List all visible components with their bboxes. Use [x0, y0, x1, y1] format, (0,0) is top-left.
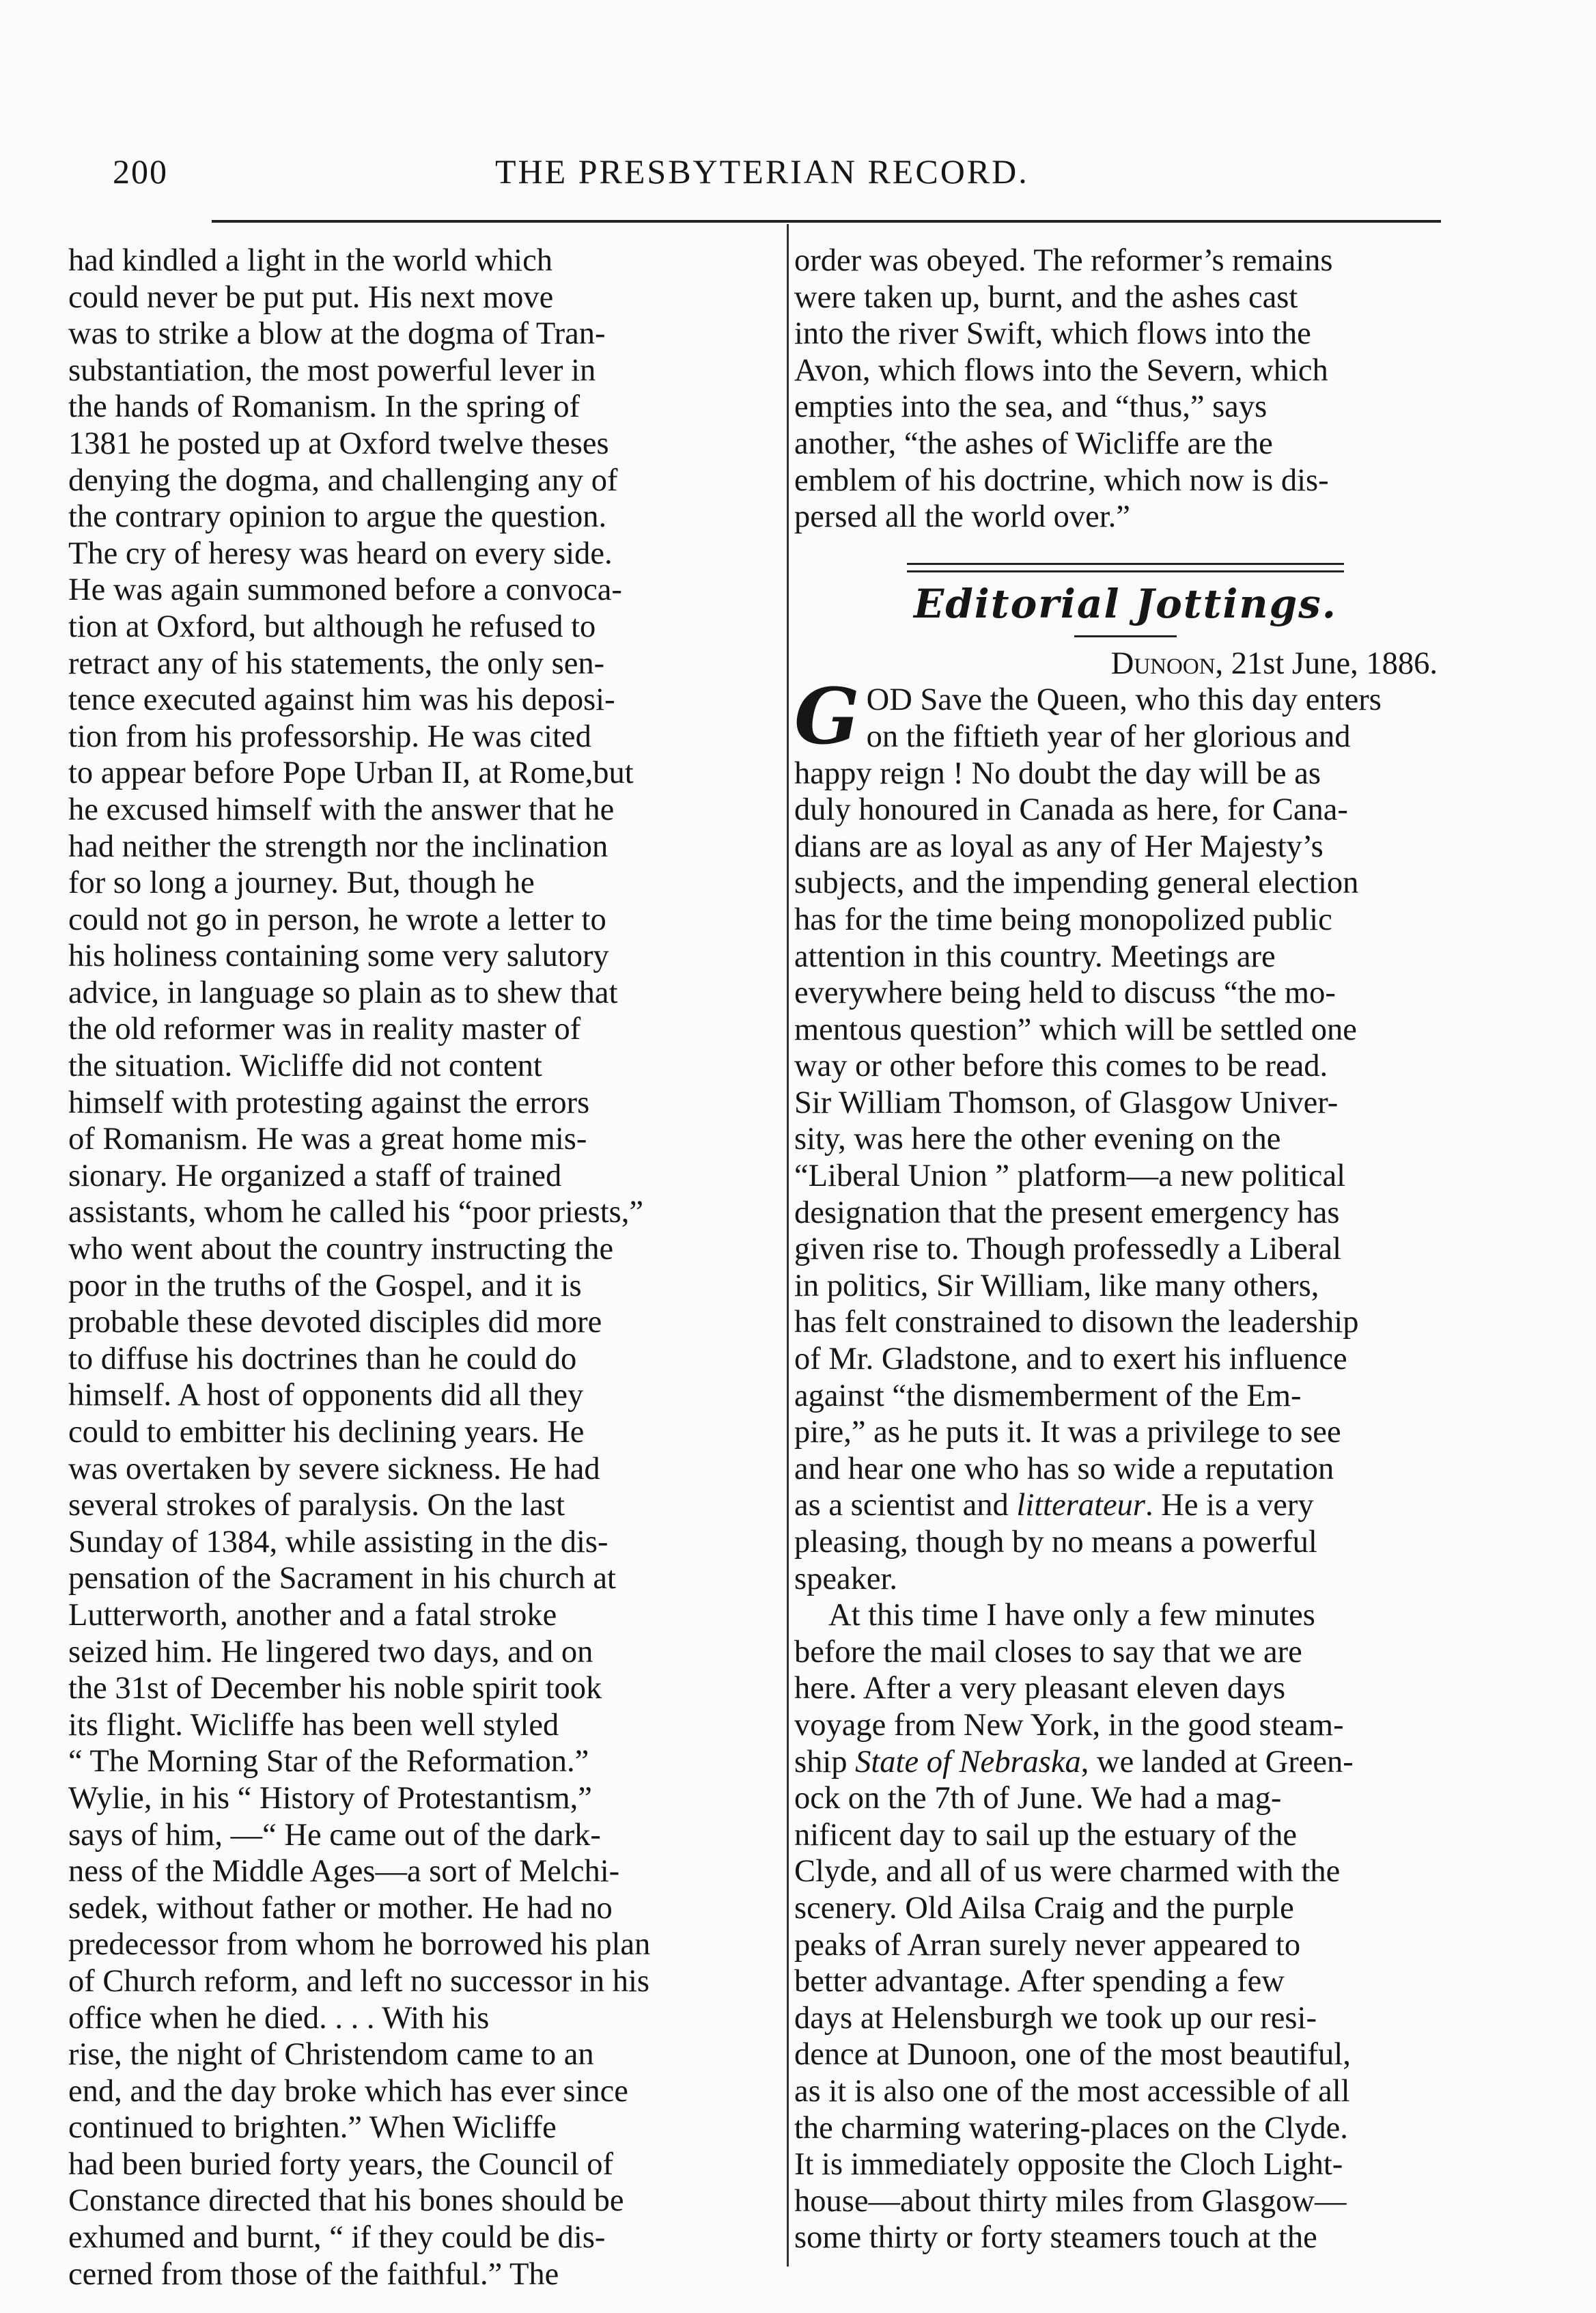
text-line: his holiness containing some very salutory [68, 939, 609, 974]
text-line: several strokes of paralysis. On the last [68, 1488, 565, 1523]
italic-term: litterateur [1016, 1488, 1145, 1523]
text-line: cerned from those of the faithful.” The [68, 2256, 559, 2292]
text-line: in politics, Sir William, like many others, [794, 1268, 1319, 1303]
text-line: order was obeyed. The reformer’s remains [794, 243, 1333, 278]
ship-name: State of Nebraska [855, 1744, 1081, 1779]
text-line: on the fiftieth year of her glorious and [866, 719, 1351, 754]
left-column-text [68, 243, 772, 2293]
text-line: nificent day to sail up the estuary of the [794, 1817, 1298, 1853]
text-line: At this time I have only a few minutes [828, 1598, 1315, 1633]
text-line: Lutterworth, another and a fatal stroke [68, 1597, 557, 1633]
text-line: and hear one who has so wide a reputation [794, 1451, 1334, 1486]
text-line: denying the dogma, and challenging any of [68, 462, 618, 498]
text-line: ness of the Middle Ages—a sort of Melchi- [68, 1854, 620, 1889]
text-line: better advantage. After spending a few [794, 1964, 1285, 1999]
continuation-paragraph [794, 243, 1457, 536]
text-line: mentous question” which will be settled one [794, 1012, 1357, 1047]
text-line: the old reformer was in reality master of [68, 1012, 581, 1047]
text-line: designation that the present emergency has [794, 1195, 1340, 1230]
text-line: rise, the night of Christendom came to an [68, 2037, 594, 2073]
text-line: office when he died. . . . With his [68, 2000, 490, 2036]
dateline-date: , 21st June, 1886. [1215, 646, 1438, 681]
text-line: of Romanism. He was a great home mis- [68, 1122, 587, 1157]
text-line: continued to brighten.” When Wicliffe [68, 2110, 557, 2146]
text-line: ock on the 7th of June. We had a mag- [794, 1781, 1282, 1816]
text-line: its flight. Wicliffe has been well styled [68, 1707, 559, 1743]
text-line: dence at Dunoon, one of the most beautiful, [794, 2037, 1351, 2073]
text-line: some thirty or forty steamers touch at the [794, 2220, 1317, 2256]
text-line: could to embitter his declining years. He [68, 1415, 585, 1450]
text-line: has for the time being monopolized public [794, 902, 1332, 937]
text-line: tion from his professorship. He was cited [68, 719, 591, 754]
text-line: emblem of his doctrine, which now is dis- [794, 462, 1329, 498]
text-line: days at Helensburgh we took up our resi- [794, 2000, 1317, 2036]
text-line: voyage from New York, in the good steam- [794, 1707, 1344, 1743]
text-line [794, 1487, 1457, 1524]
dateline-place: Dunoon [1110, 646, 1216, 681]
text-line [794, 1744, 1457, 1781]
text-line: The cry of heresy was heard on every side. [68, 536, 613, 571]
running-title: THE PRESBYTERIAN RECORD. [495, 152, 1029, 191]
text-line: had been buried forty years, the Council of [68, 2146, 613, 2182]
text-line: peaks of Arran surely never appeared to [794, 1927, 1301, 1963]
text-line: probable these devoted disciples did more [68, 1305, 602, 1340]
text-line: given rise to. Though professedly a Liberal [794, 1232, 1342, 1267]
text-line: persed all the world over.” [794, 499, 1130, 535]
text-line: sity, was here the other evening on the [794, 1122, 1281, 1157]
text-line: end, and the day broke which has ever since [68, 2073, 628, 2109]
text-line: OD Save the Queen, who this day enters [866, 682, 1382, 718]
text-line: says of him, —“ He came out of the dark- [68, 1817, 601, 1853]
left-column [68, 243, 772, 2293]
text-line: Clyde, and all of us were charmed with the [794, 1854, 1341, 1889]
editorial-paragraph-2 [794, 1597, 1457, 2256]
text-line: advice, in language so plain as to shew that [68, 975, 618, 1010]
text-line: he excused himself with the answer that he [68, 792, 615, 827]
text-line: the charming watering-places on the Clyde. [794, 2110, 1348, 2146]
page-number: 200 [113, 152, 168, 191]
text-line: of Church reform, and left no successor in his [68, 1963, 649, 1999]
text-line: tence executed against him was his deposi- [68, 682, 615, 718]
text-line: substantiation, the most powerful lever in [68, 352, 596, 388]
text-fragment: as a scientist and [794, 1488, 1017, 1523]
text-line: as it is also one of the most accessible of all [794, 2073, 1350, 2109]
text-line: the hands of Romanism. In the spring of [68, 389, 580, 425]
text-line: the contrary opinion to argue the question. [68, 499, 607, 535]
text-line: attention in this country. Meetings are [794, 939, 1276, 974]
text-fragment: ship [794, 1744, 856, 1779]
dateline [794, 646, 1457, 682]
text-line: Avon, which flows into the Severn, which [794, 352, 1328, 388]
text-line: “Liberal Union ” platform—a new political [794, 1159, 1346, 1194]
drop-cap: G [794, 672, 860, 762]
text-line: He was again summoned before a convoca- [68, 572, 622, 608]
text-line: pire,” as he puts it. It was a privilege to see [794, 1415, 1341, 1450]
text-line: predecessor from whom he borrowed his plan [68, 1927, 651, 1963]
text-line: tion at Oxford, but although he refused to [68, 609, 596, 644]
text-line: to appear before Pope Urban II, at Rome,but [68, 756, 634, 791]
header-rule [212, 220, 1441, 223]
text-line: could not go in person, he wrote a letter to [68, 902, 606, 937]
text-line: exhumed and burnt, “ if they could be dis- [68, 2220, 606, 2256]
text-line: could never be put put. His next move [68, 279, 554, 315]
text-line: Wylie, in his “ History of Protestantism,” [68, 1780, 592, 1816]
right-column [794, 243, 1457, 2256]
heading-rule [907, 563, 1344, 572]
text-line: duly honoured in Canada as here, for Cana- [794, 792, 1348, 828]
text-line: had neither the strength nor the inclination [68, 829, 608, 864]
text-line: poor in the truths of the Gospel, and it is [68, 1268, 582, 1303]
text-line: empties into the sea, and “thus,” says [794, 389, 1268, 425]
text-line: before the mail closes to say that we are [794, 1634, 1302, 1670]
text-line: Sunday of 1384, while assisting in the dis- [68, 1524, 608, 1560]
text-line: happy reign ! No doubt the day will be as [794, 756, 1321, 791]
text-line: It is immediately opposite the Cloch Light- [794, 2147, 1343, 2183]
text-line: against “the dismemberment of the Em- [794, 1378, 1302, 1413]
text-line: assistants, whom he called his “poor priests,” [68, 1195, 643, 1230]
text-line: was to strike a blow at the dogma of Tran- [68, 316, 606, 352]
text-line: seized him. He lingered two days, and on [68, 1634, 593, 1670]
text-line: retract any of his statements, the only sen- [68, 646, 605, 681]
section-heading: Editorial Jottings. [914, 580, 1337, 627]
text-line: speaker. [794, 1561, 898, 1596]
text-line: sionary. He organized a staff of trained [68, 1158, 562, 1193]
text-line: way or other before this comes to be read. [794, 1049, 1328, 1084]
editorial-paragraph-1 [794, 672, 1457, 1597]
text-line: himself with protesting against the errors [68, 1085, 590, 1120]
column-divider [787, 224, 789, 2267]
text-fragment: . He is a very [1145, 1488, 1314, 1523]
text-line: the 31st of December his noble spirit took [68, 1671, 602, 1706]
text-line: Sir William Thomson, of Glasgow Univer- [794, 1085, 1339, 1120]
page-header [113, 152, 1451, 199]
text-line: to diffuse his doctrines than he could do [68, 1341, 577, 1376]
text-line: “ The Morning Star of the Reformation.” [68, 1744, 589, 1779]
text-line: was overtaken by severe sickness. He had [68, 1451, 600, 1486]
text-line: everywhere being held to discuss “the mo- [794, 975, 1336, 1011]
text-line: house—about thirty miles from Glasgow— [794, 2183, 1347, 2219]
text-fragment: , we landed at Green- [1080, 1744, 1354, 1779]
text-line: were taken up, burnt, and the ashes cast [794, 279, 1298, 315]
text-line: had kindled a light in the world which [68, 243, 552, 278]
text-line: 1381 he posted up at Oxford twelve theses [68, 426, 609, 461]
text-line: has felt constrained to disown the leadership [794, 1305, 1359, 1340]
text-line: sedek, without father or mother. He had no [68, 1890, 613, 1926]
text-line: pleasing, though by no means a powerful [794, 1525, 1317, 1560]
text-line: scenery. Old Ailsa Craig and the purple [794, 1890, 1294, 1926]
text-line: dians are as loyal as any of Her Majesty’s [794, 829, 1324, 864]
text-line: for so long a journey. But, though he [68, 865, 535, 901]
text-line: of Mr. Gladstone, and to exert his influence [794, 1342, 1347, 1377]
text-line: the situation. Wicliffe did not content [68, 1049, 542, 1084]
text-line: pensation of the Sacrament in his church at [68, 1561, 616, 1596]
text-line: subjects, and the impending general election [794, 865, 1359, 901]
text-line: another, “the ashes of Wicliffe are the [794, 426, 1273, 461]
text-line: here. After a very pleasant eleven days [794, 1671, 1286, 1706]
text-line: himself. A host of opponents did all they [68, 1378, 584, 1413]
text-line: who went about the country instructing the [68, 1232, 614, 1267]
heading-underline [1074, 635, 1177, 637]
text-line: Constance directed that his bones should be [68, 2183, 624, 2219]
text-line: into the river Swift, which flows into the [794, 316, 1311, 352]
